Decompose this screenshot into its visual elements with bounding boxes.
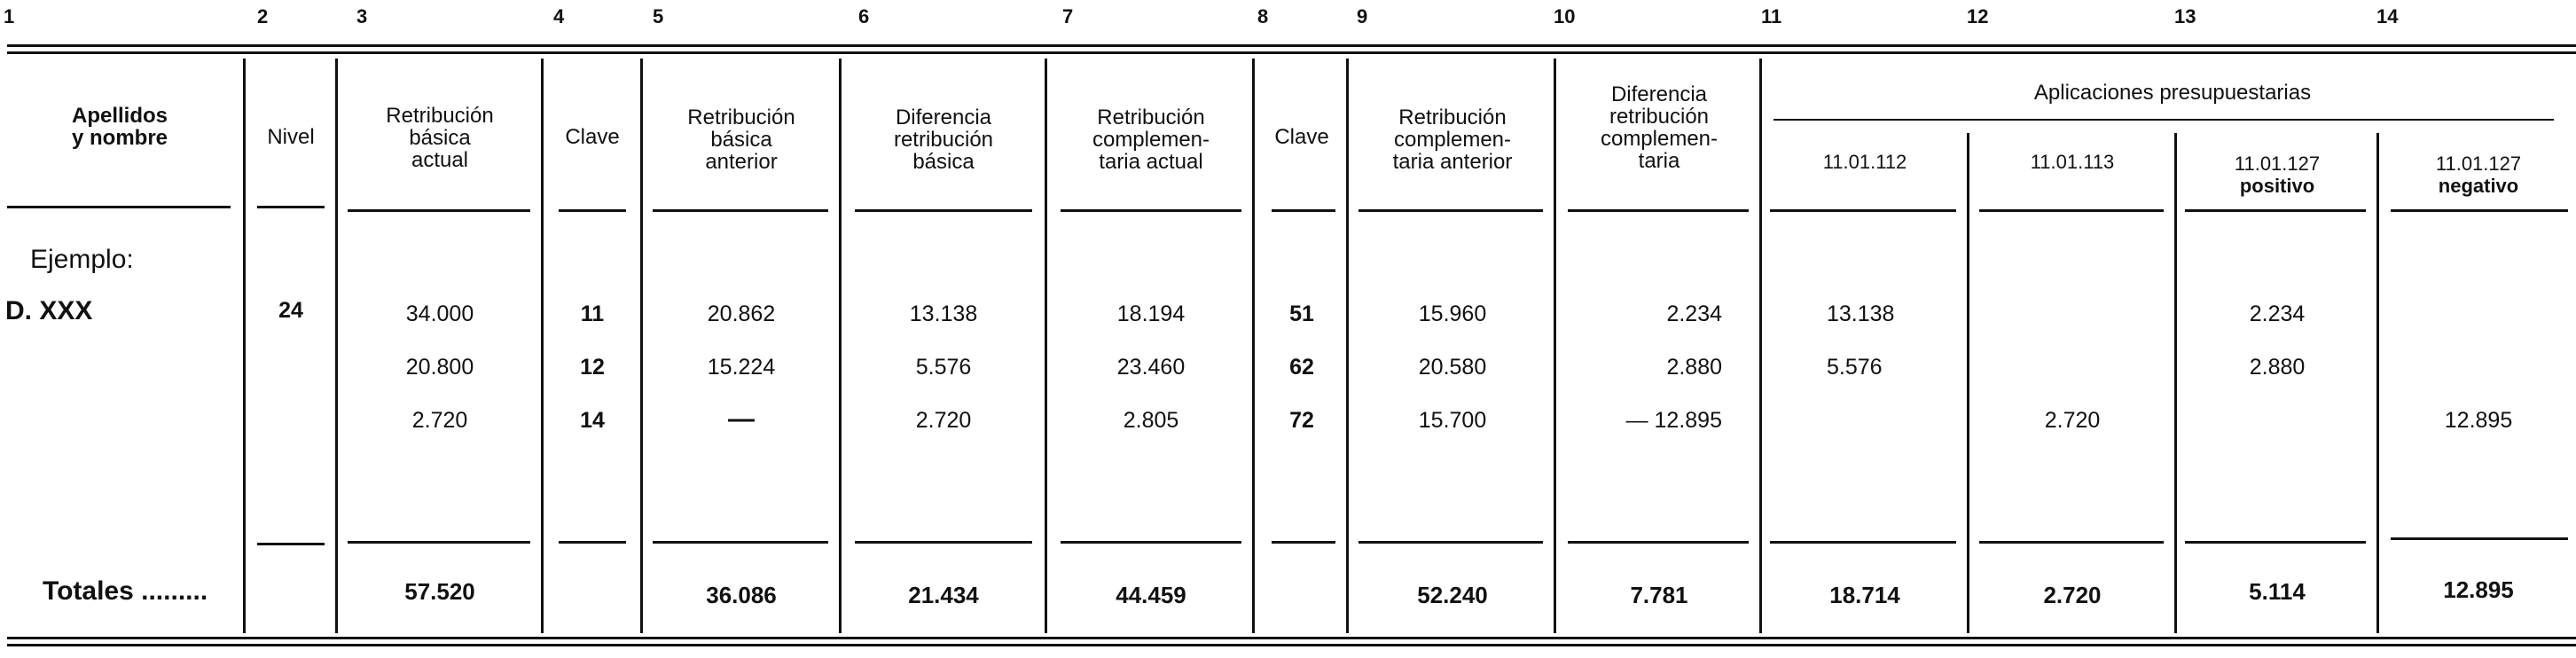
column-number-11: 11: [1761, 5, 1782, 27]
total-cell: 7.781: [1630, 582, 1688, 608]
subtotal-rule: [1061, 541, 1241, 544]
total-cell: 44.459: [1116, 582, 1186, 608]
subtotal-rule: [1770, 541, 1956, 544]
employee-nivel: 24: [278, 298, 303, 323]
column-number-10: 10: [1554, 5, 1576, 27]
column-number-7: 7: [1062, 5, 1074, 27]
col-separator: [1554, 59, 1556, 633]
header-nivel: Nivel: [267, 125, 315, 149]
header-rule: [1061, 209, 1241, 212]
subtotal-rule: [559, 541, 626, 544]
table-cell: 15.960: [1418, 302, 1487, 326]
header-diferencia-retribucion-basica: Diferencia retribución básica: [893, 106, 994, 174]
column-number-3: 3: [356, 5, 368, 27]
header-rule: [1358, 209, 1543, 212]
header-rule: [653, 209, 828, 212]
employee-name: D. XXX: [5, 296, 93, 325]
header-rule: [257, 206, 325, 208]
header-retribucion-complementaria-actual: Retribución complemen- taria actual: [1092, 106, 1210, 174]
group-header-rule: [1773, 119, 2554, 121]
col-separator: [1967, 133, 1969, 633]
header-rule: [1979, 209, 2164, 212]
table-cell: 12.895: [2444, 408, 2513, 433]
total-cell: 21.434: [908, 582, 979, 608]
column-number-14: 14: [2376, 5, 2399, 27]
column-number-6: 6: [858, 5, 870, 27]
example-label: Ejemplo:: [30, 245, 134, 274]
col-separator: [640, 59, 643, 633]
total-cell: 36.086: [706, 582, 777, 608]
col-separator: [2174, 133, 2177, 633]
table-cell: 18.194: [1116, 302, 1186, 326]
subtotal-rule: [1272, 541, 1335, 544]
table-cell: 11: [580, 302, 605, 326]
table-cell: 2.234: [2249, 302, 2306, 326]
table-cell: 12: [580, 355, 605, 380]
column-number-4: 4: [553, 5, 565, 27]
col-separator: [1252, 59, 1255, 633]
table-cell: 14: [580, 408, 605, 433]
col-separator: [1346, 59, 1349, 633]
total-cell: 2.720: [2043, 582, 2102, 608]
header-apellidos: Apellidos y nombre: [71, 104, 168, 150]
table-cell: 5.576: [915, 355, 972, 380]
total-cell: 57.520: [404, 578, 475, 605]
top-rule: [7, 44, 2576, 47]
header-11-01-127-positivo: 11.01.127 positivo: [2234, 153, 2321, 197]
col-separator: [1045, 59, 1047, 633]
column-number-12: 12: [1967, 5, 1989, 27]
subtotal-rule: [653, 541, 828, 544]
table-cell: 5.576: [1827, 355, 1883, 380]
table-cell: 20.800: [405, 355, 474, 380]
subtotal-rule: [855, 541, 1032, 544]
total-cell: 18.714: [1829, 582, 1900, 608]
header-11-01-113: 11.01.113: [2030, 151, 2115, 173]
table-cell: 20.862: [707, 302, 776, 326]
table-cell: 2.720: [915, 408, 972, 433]
table-cell: 2.805: [1123, 408, 1179, 433]
header-rule: [559, 209, 626, 212]
column-number-8: 8: [1257, 5, 1269, 27]
col-separator: [1759, 59, 1762, 633]
subtotal-rule: [2391, 537, 2568, 540]
table-cell: 23.460: [1116, 355, 1186, 380]
col-separator: [243, 59, 246, 633]
table-cell: 15.700: [1418, 408, 1487, 433]
table-cell: 2.234: [1666, 302, 1722, 326]
bottom-rule: [7, 637, 2576, 639]
subtotal-rule: [2185, 541, 2366, 544]
table-cell: 20.580: [1418, 355, 1487, 380]
header-rule: [1568, 209, 1749, 212]
table-cell: — 12.895: [1625, 408, 1722, 433]
table-cell: 2.880: [2249, 355, 2306, 380]
header-rule: [348, 209, 530, 212]
table-cell: 51: [1289, 302, 1314, 326]
header-rule: [1272, 209, 1335, 212]
table-cell: 72: [1289, 408, 1314, 433]
table-cell: 15.224: [707, 355, 776, 380]
table-cell: 13.138: [909, 302, 978, 326]
total-cell: 5.114: [2249, 578, 2306, 605]
top-rule-2: [7, 51, 2576, 54]
header-rule: [855, 209, 1032, 212]
table-cell: 2.880: [1666, 355, 1722, 380]
header-rule: [2185, 209, 2366, 212]
col-separator: [2376, 133, 2379, 633]
table-cell: 13.138: [1827, 302, 1895, 326]
header-rule: [2391, 209, 2568, 212]
header-rule: [7, 206, 231, 208]
column-number-13: 13: [2174, 5, 2196, 27]
header-clave: Clave: [565, 125, 620, 149]
subtotal-rule: [348, 541, 530, 544]
total-cell: 52.240: [1417, 582, 1488, 608]
table-cell: —: [728, 404, 755, 434]
table-cell: 34.000: [405, 302, 474, 326]
total-cell: 12.895: [2443, 576, 2514, 603]
header-aplicaciones-presupuestarias: Aplicaciones presupuestarias: [2033, 81, 2312, 105]
header-clave-2: Clave: [1274, 125, 1329, 149]
totals-label: Totales .........: [43, 576, 208, 606]
header-11-01-127-negativo: 11.01.127 negativo: [2435, 153, 2522, 197]
col-separator: [541, 59, 544, 633]
header-11-01-112: 11.01.112: [1822, 151, 1907, 173]
column-number-5: 5: [653, 5, 664, 27]
column-number-2: 2: [257, 5, 269, 27]
column-number-1: 1: [4, 5, 15, 27]
header-retribucion-complementaria-anterior: Retribución complemen- taria anterior: [1392, 106, 1513, 174]
subtotal-rule: [1568, 541, 1749, 544]
table-cell: 2.720: [411, 408, 468, 433]
table-cell: 62: [1289, 355, 1314, 380]
col-separator: [839, 59, 842, 633]
table-cell: 2.720: [2044, 408, 2101, 433]
header-diferencia-retribucion-complementaria: Diferencia retribución complemen- taria: [1600, 82, 1719, 173]
header-rule: [1770, 209, 1956, 212]
subtotal-rule: [1979, 541, 2164, 544]
header-retribucion-basica-actual: Retribución básica actual: [386, 104, 494, 172]
col-separator: [335, 59, 338, 633]
header-retribucion-basica-anterior: Retribución básica anterior: [687, 106, 795, 174]
bottom-rule-2: [7, 644, 2576, 646]
column-number-9: 9: [1357, 5, 1368, 27]
subtotal-rule: [1358, 541, 1543, 544]
subtotal-rule: [257, 543, 325, 545]
